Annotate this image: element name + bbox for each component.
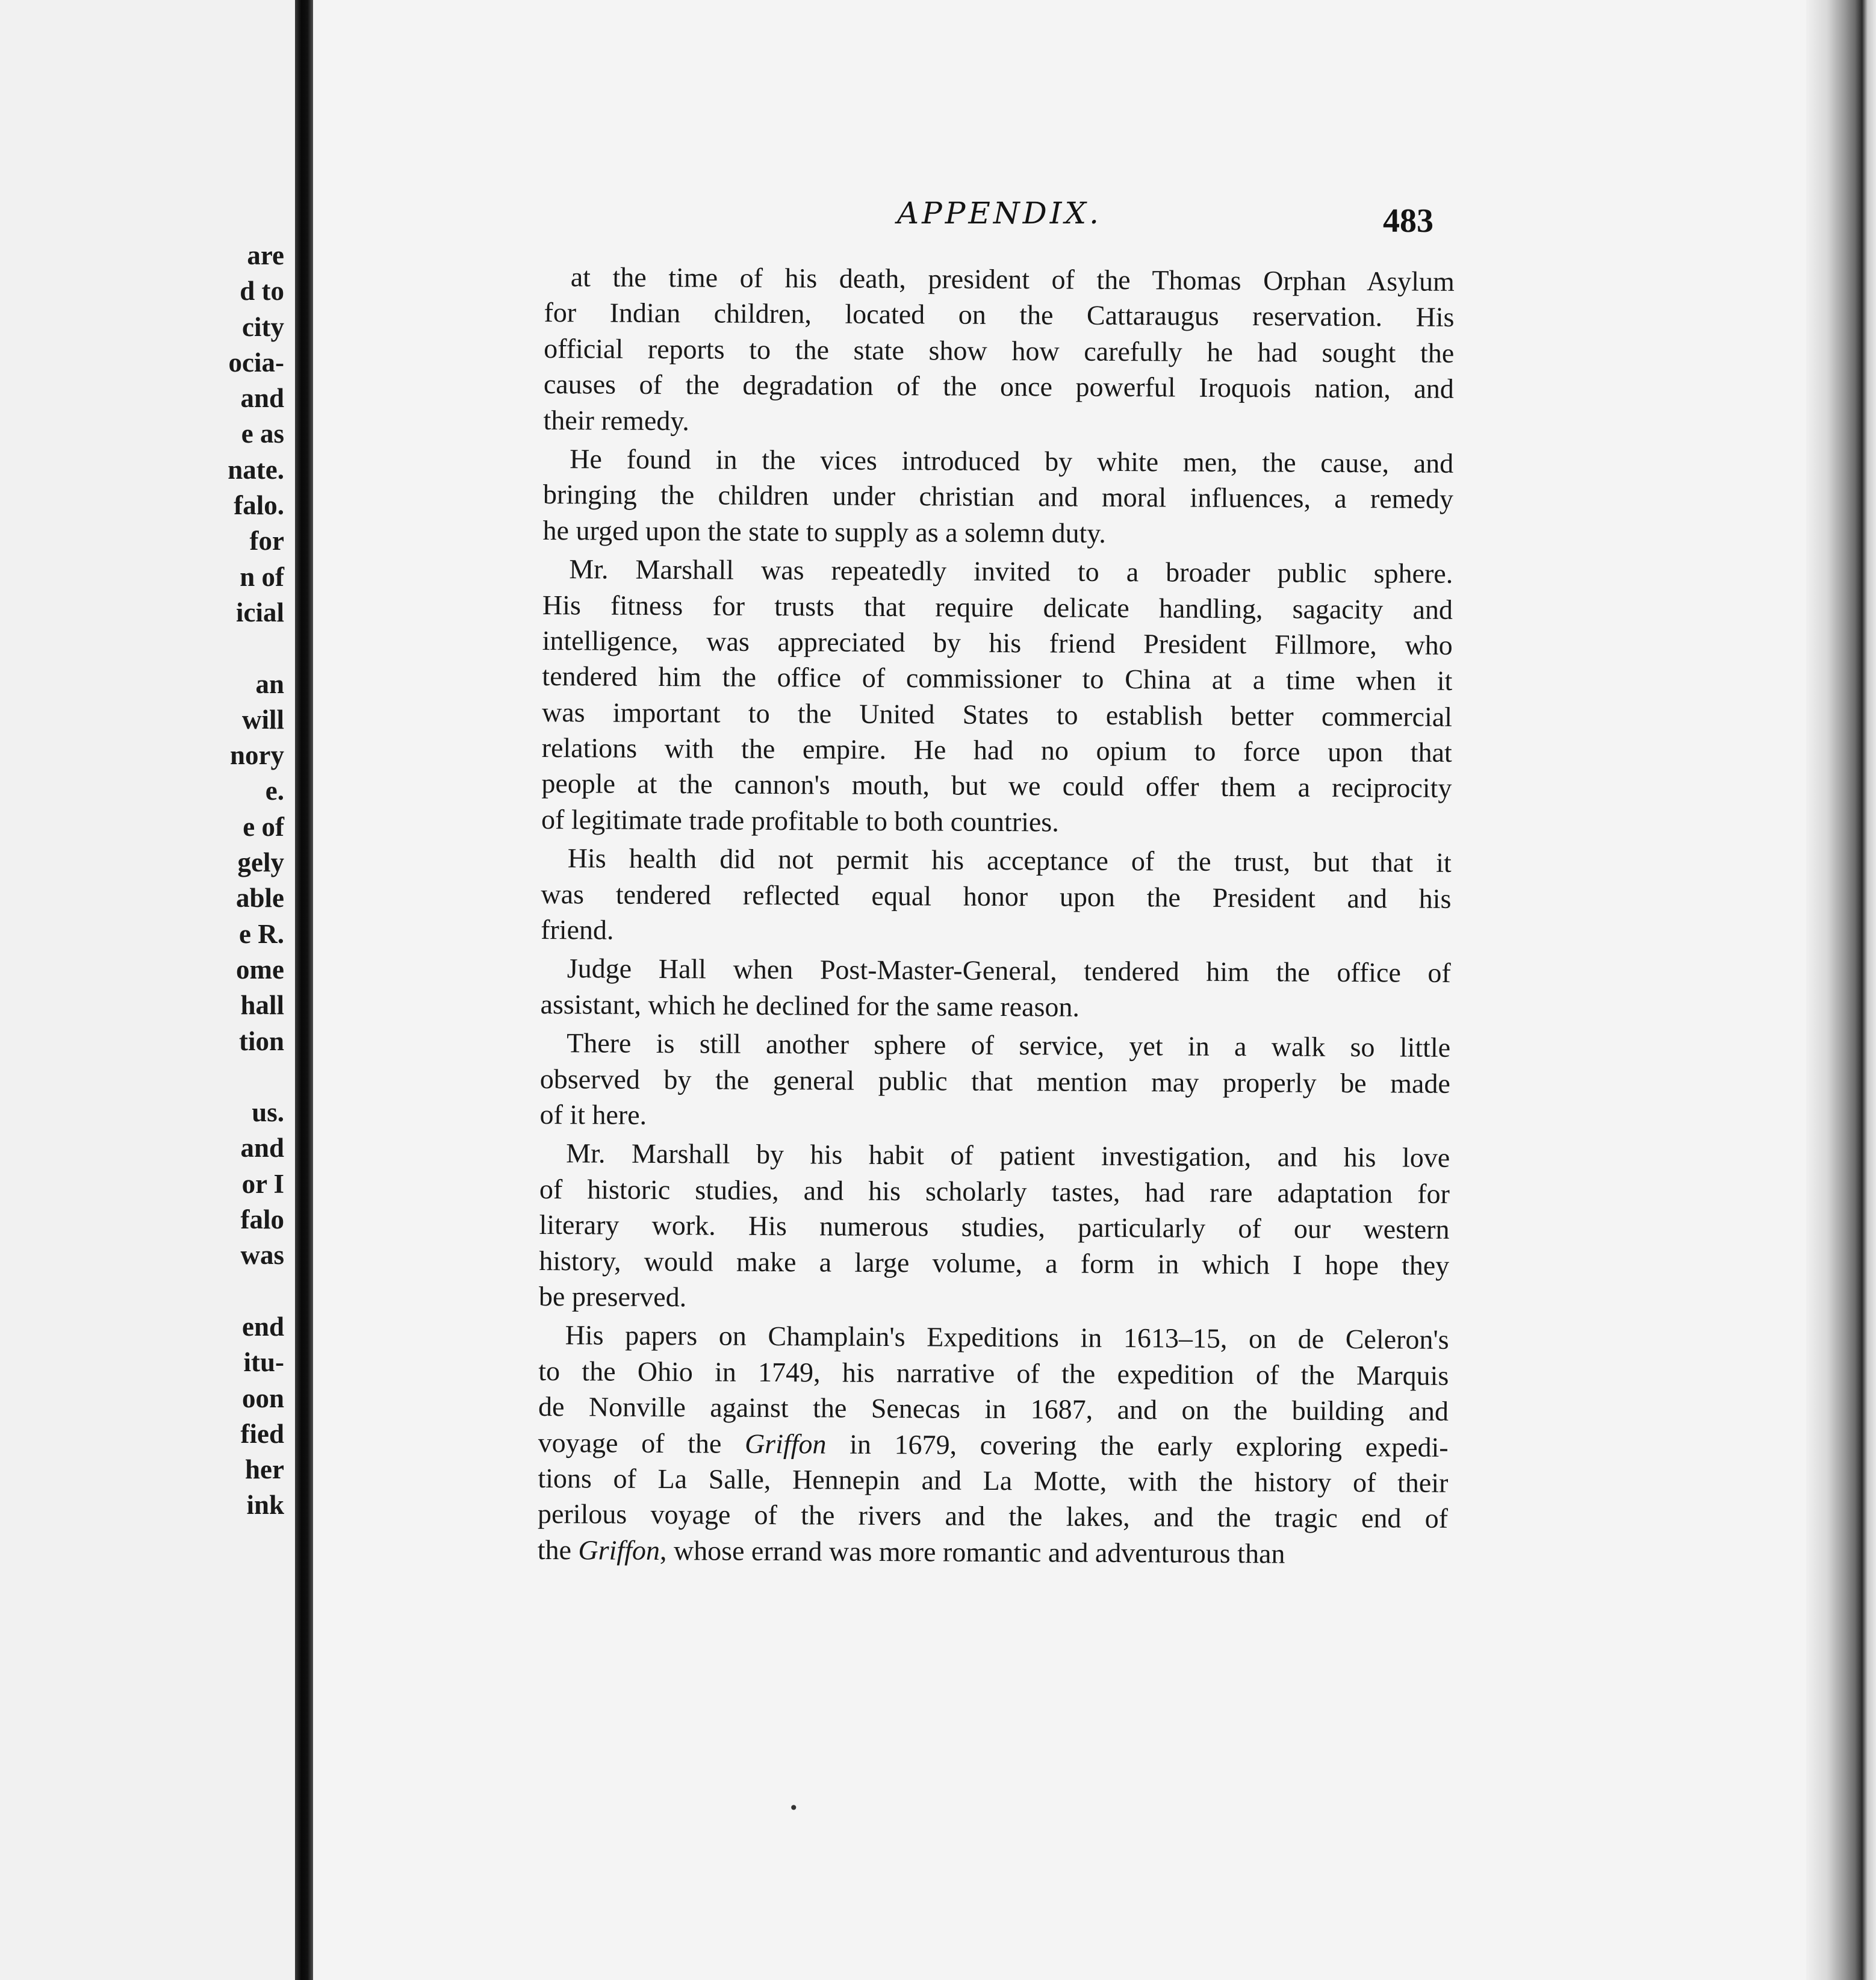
left-line-end: was	[240, 1240, 284, 1271]
paragraph	[542, 441, 1453, 553]
text-line: He found in the vices introduced by white men, the cause, and	[570, 443, 1454, 479]
text-line: for Indian children, located on the Cattaraugus reservation. His	[544, 297, 1455, 333]
text-line: His fitness for trusts that require delicate handling, sagacity and	[542, 589, 1453, 625]
paragraph	[538, 1317, 1449, 1572]
text-line: causes of the degradation of the once powerful Iroquois nation, and	[543, 369, 1455, 405]
text-line: There is still another sphere of service, yet in a walk so little	[567, 1027, 1451, 1063]
paragraph	[543, 259, 1455, 443]
paragraph	[541, 840, 1452, 952]
left-line-end: falo	[240, 1204, 284, 1235]
text-line: friend.	[541, 914, 614, 945]
left-line-end: hall	[240, 990, 284, 1021]
text-line: he urged upon the state to supply as a solemn duty.	[542, 514, 1106, 549]
text-line: of legitimate trade profitable to both countries.	[541, 803, 1059, 838]
left-line-end	[228, 1274, 284, 1309]
paragraph	[539, 1025, 1450, 1137]
text-line: de Nonville against the Senecas in 1687, and on the building and	[538, 1391, 1449, 1427]
text-line: was tendered reflected equal honor upon the President and his	[541, 878, 1452, 914]
text-line: perilous voyage of the rivers and the lakes, and the tragic end of	[537, 1498, 1449, 1534]
left-line-end: fied	[240, 1418, 284, 1449]
text-line: their remedy.	[543, 404, 689, 436]
left-line-end: gely	[237, 847, 284, 878]
text-line: His papers on Champlain's Expeditions in 1613–15, on de Celeron's	[565, 1319, 1449, 1356]
left-line-end: tion	[238, 1026, 284, 1056]
left-line-end: her	[245, 1454, 284, 1485]
text-line: of historic studies, and his scholarly tastes, had rare adaptation for	[539, 1173, 1450, 1209]
left-line-end: and	[240, 383, 284, 414]
text-line: of it here.	[539, 1098, 647, 1130]
left-page-line-ends	[228, 238, 284, 1524]
text-line: voyage of the Griffon in 1679, covering the early exploring expedi-	[538, 1427, 1449, 1463]
left-line-end: or I	[241, 1168, 284, 1199]
text-line: people at the cannon's mouth, but we could offer them a reciprocity	[541, 768, 1452, 804]
paragraph	[541, 551, 1453, 842]
text-line: was important to the United States to establish better commercial	[541, 696, 1453, 732]
paragraph	[540, 950, 1451, 1027]
text-line: observed by the general public that mention may properly be made	[539, 1063, 1450, 1099]
text-line: His health did not permit his acceptance of the trust, but that it	[567, 842, 1452, 879]
page-number: 483	[1383, 202, 1433, 240]
page-edge-stack	[1806, 0, 1876, 1980]
left-line-end: able	[235, 883, 284, 914]
left-page-fragment	[0, 0, 295, 1980]
book-binding-gutter	[295, 0, 313, 1980]
text-line: Mr. Marshall by his habit of patient investigation, and his love	[566, 1138, 1450, 1174]
left-line-end: city	[242, 311, 284, 342]
text-line: be preserved.	[538, 1280, 687, 1313]
left-line-end: falo.	[234, 490, 284, 521]
body-text	[538, 259, 1455, 1575]
left-line-end: will	[241, 704, 284, 735]
left-line-end: are	[247, 240, 284, 270]
left-line-end: d to	[240, 276, 284, 307]
left-line-end: ome	[236, 954, 284, 985]
text-line: tions of La Salle, Hennepin and La Motte, with the history of their	[538, 1462, 1449, 1498]
paragraph	[539, 1135, 1450, 1319]
text-line: at the time of his death, president of the Thomas Orphan Asylum	[570, 261, 1455, 297]
text-line: the Griffon, whose errand was more romantic and adventurous than	[537, 1534, 1285, 1569]
text-line: intelligence, was appreciated by his friend President Fillmore, who	[542, 624, 1453, 661]
text-line: Mr. Marshall was repeatedly invited to a broader public sphere.	[569, 553, 1453, 590]
left-line-end: nory	[230, 740, 284, 771]
text-line: assistant, which he declined for the same reason.	[540, 988, 1080, 1023]
left-line-end: us.	[252, 1097, 284, 1128]
left-line-end	[228, 630, 284, 666]
left-line-end: an	[255, 668, 284, 699]
left-line-end: ocia-	[228, 347, 284, 378]
text-line: bringing the children under christian and moral influences, a remedy	[542, 479, 1454, 515]
text-line: relations with the empire. He had no opium to force upon that	[541, 732, 1452, 768]
left-line-end	[228, 1059, 284, 1095]
text-line: official reports to the state show how carefully he had sought the	[544, 332, 1455, 369]
running-head: APPENDIX.	[897, 196, 1102, 231]
ship-name-italic: Griffon	[578, 1534, 660, 1566]
left-line-end: itu-	[243, 1347, 284, 1378]
text-line: to the Ohio in 1749, his narrative of the expedition of the Marquis	[538, 1355, 1449, 1391]
text-line: history, would make a large volume, a form in which I hope they	[539, 1245, 1450, 1281]
left-line-end: icial	[236, 597, 284, 627]
text-line: literary work. His numerous studies, particularly of our western	[539, 1209, 1450, 1245]
left-line-end: and	[240, 1133, 284, 1163]
print-speck: •	[789, 1798, 799, 1818]
left-line-end: for	[249, 526, 284, 556]
left-line-end: oon	[241, 1383, 284, 1413]
text-line: Judge Hall when Post-Master-General, tendered him the office of	[567, 953, 1451, 989]
left-line-end: n of	[240, 561, 284, 592]
left-line-end: e as	[241, 419, 284, 449]
left-line-end: e.	[265, 776, 284, 806]
left-line-end: nate.	[228, 454, 284, 485]
left-line-end: e R.	[239, 918, 284, 949]
text-line: tendered him the office of commissioner to China at a time when it	[542, 661, 1453, 697]
ship-name-italic: Griffon	[744, 1428, 827, 1459]
left-line-end: e of	[243, 811, 284, 842]
left-line-end: end	[241, 1311, 284, 1342]
left-line-end: ink	[246, 1490, 284, 1521]
